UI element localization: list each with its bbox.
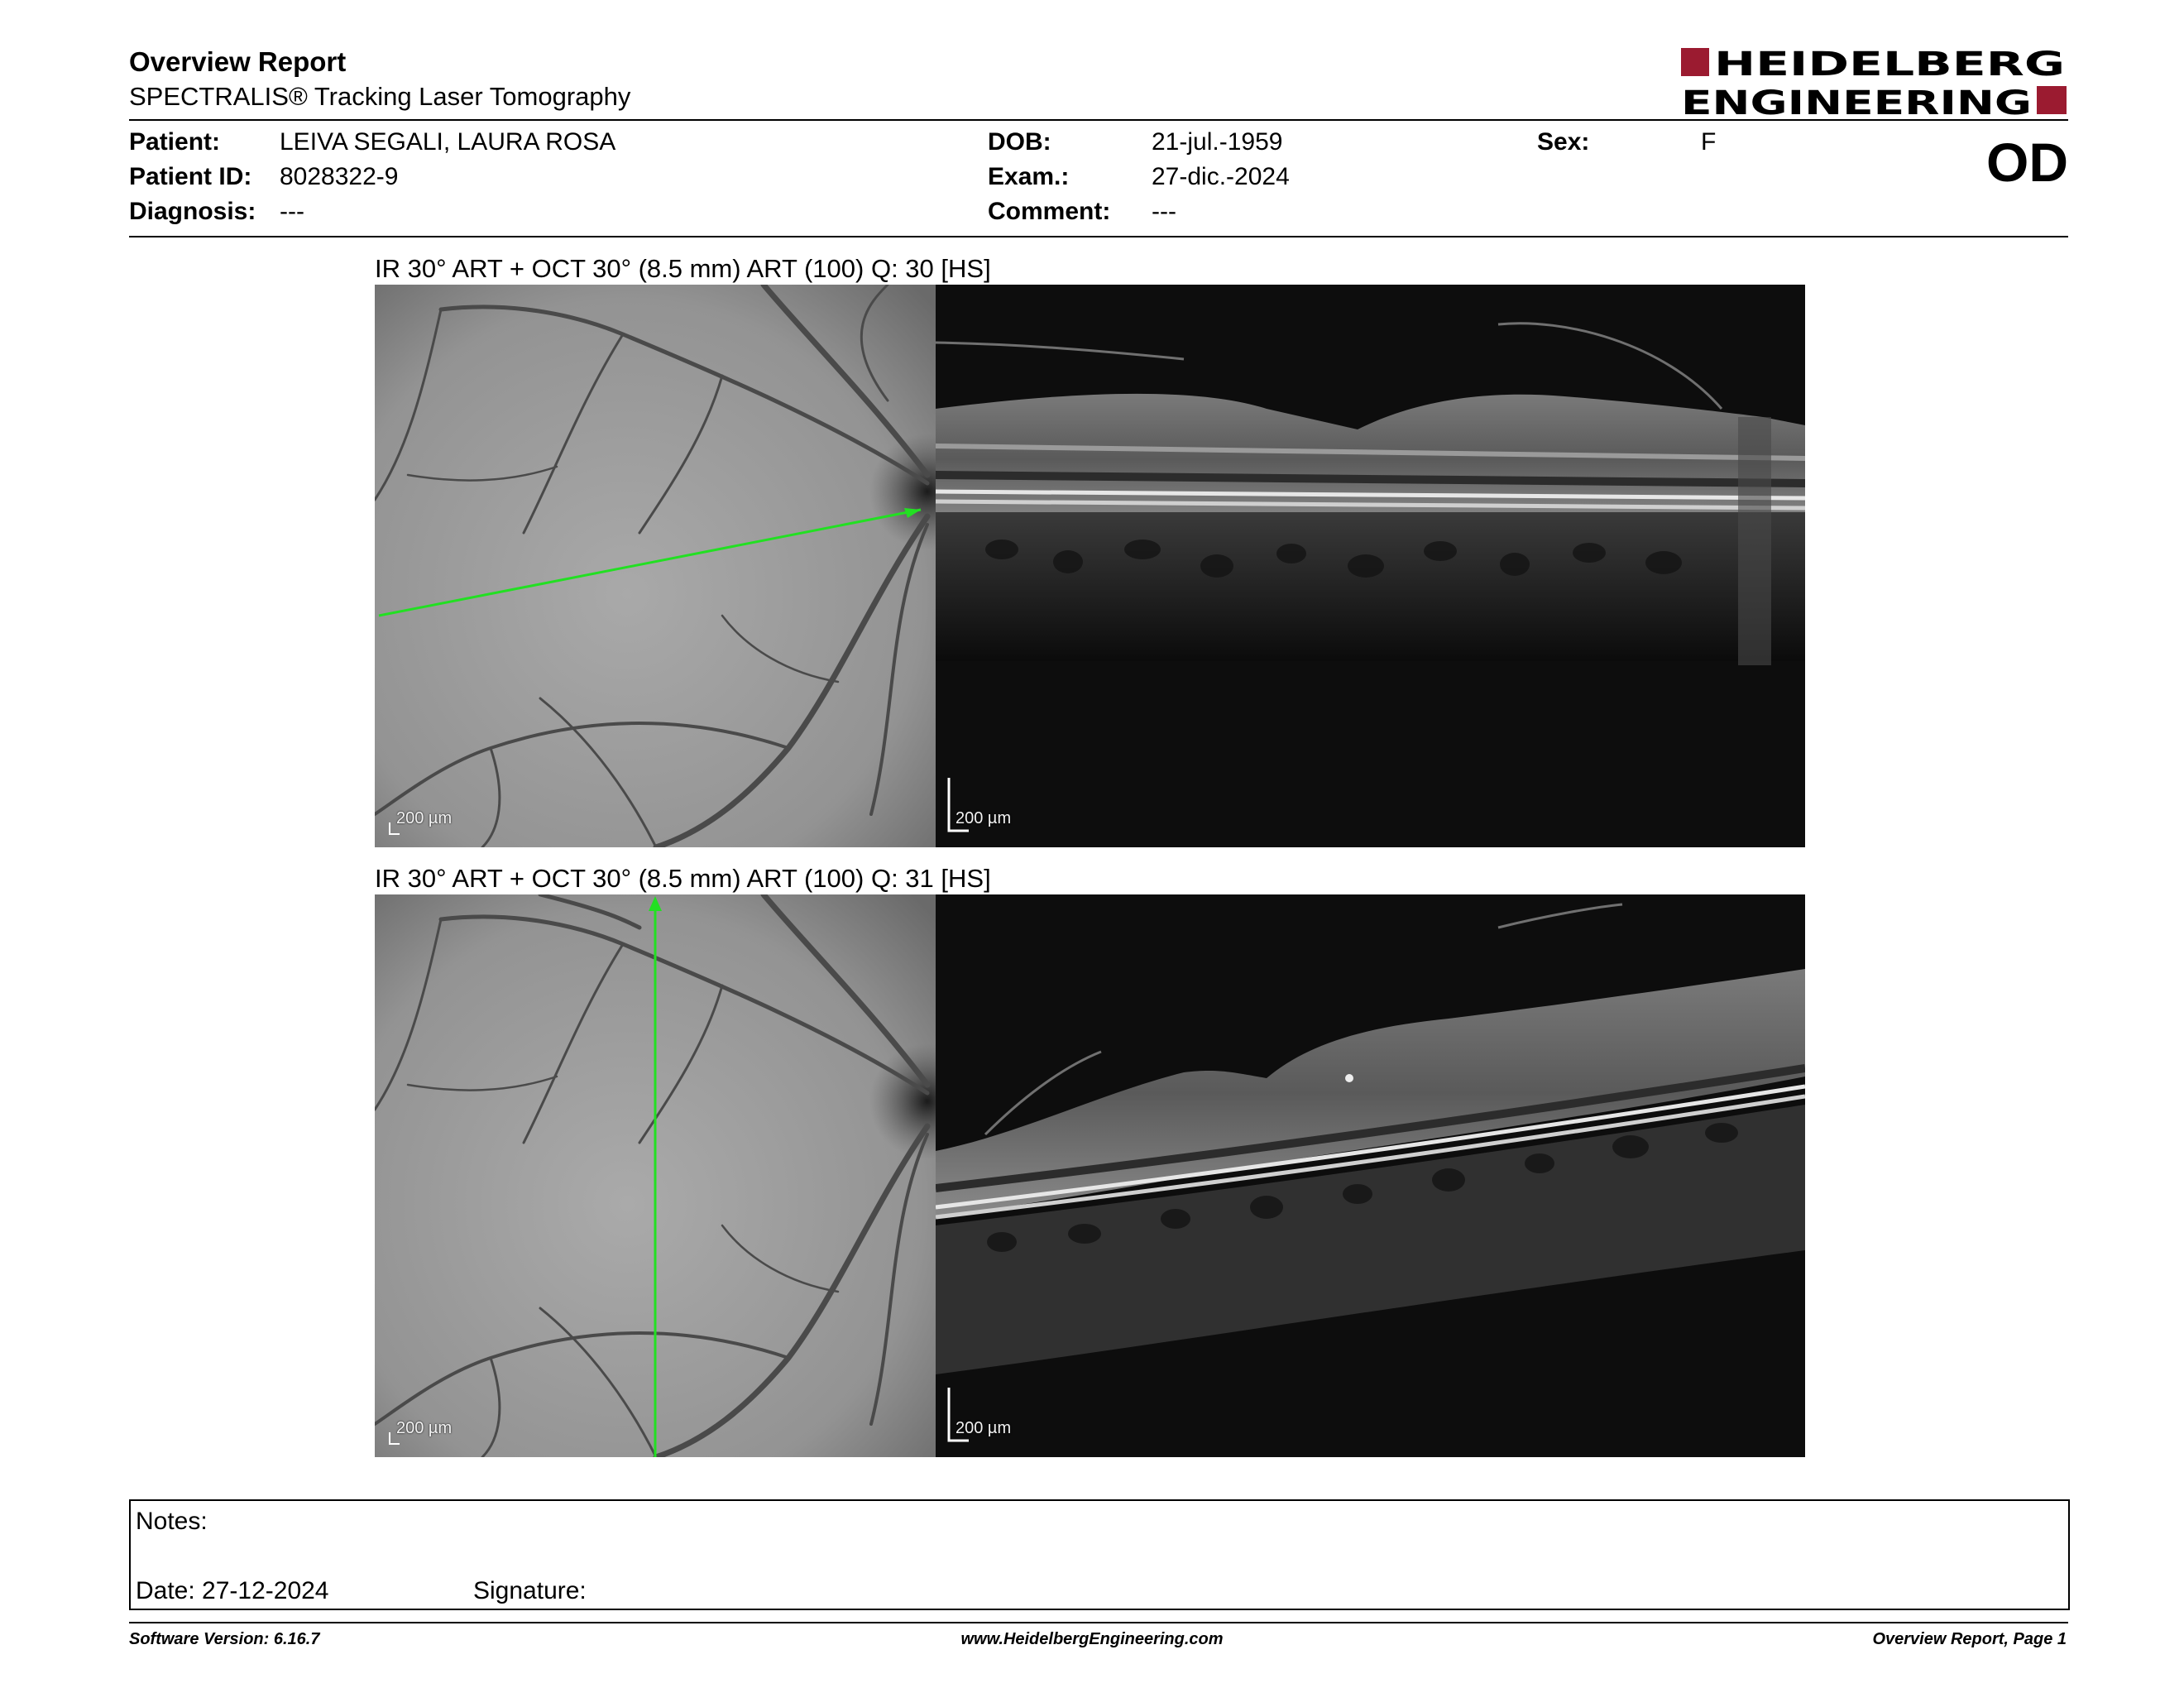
patient-id-value: 8028322-9	[280, 163, 399, 190]
dob-label: DOB:	[988, 128, 1051, 156]
scan-1-ir-fundus-image[interactable]	[375, 285, 936, 847]
scan-1-oct-bscan-image[interactable]	[936, 285, 1805, 847]
footer-divider	[129, 1622, 2068, 1623]
date-label: Date: 27-12-2024	[136, 1577, 329, 1604]
scan-2-title: IR 30° ART + OCT 30° (8.5 mm) ART (100) Q: 31 [HS]	[375, 864, 991, 893]
patient-label: Patient:	[129, 128, 221, 156]
scan-2-ir-scale-label: 200 µm	[396, 1419, 453, 1437]
header-divider	[129, 119, 2068, 121]
report-subtitle: SPECTRALIS® Tracking Laser Tomography	[129, 82, 631, 111]
diagnosis-value: ---	[280, 198, 304, 225]
patient-name: LEIVA SEGALI, LAURA ROSA	[280, 128, 616, 156]
dob-value: 21-jul.-1959	[1152, 128, 1283, 156]
patient-divider	[129, 236, 2068, 237]
patient-id-label: Patient ID:	[129, 163, 252, 190]
comment-label: Comment:	[988, 198, 1111, 225]
scan-2-oct-bscan-image[interactable]	[936, 894, 1805, 1457]
exam-label: Exam.:	[988, 163, 1070, 190]
svg-text:ENGINEERING: ENGINEERING	[1681, 84, 2032, 119]
website-link[interactable]: www.HeidelbergEngineering.com	[960, 1630, 1224, 1648]
sex-label: Sex:	[1537, 128, 1590, 156]
notes-box[interactable]	[129, 1499, 2070, 1610]
sex-value: F	[1701, 128, 1717, 156]
signature-label: Signature:	[473, 1577, 587, 1604]
heidelberg-logo	[1681, 43, 2067, 119]
scan-1-oct-scale-label: 200 µm	[956, 809, 1012, 827]
scan-2-oct-scale-label: 200 µm	[956, 1419, 1012, 1437]
diagnosis-label: Diagnosis:	[129, 198, 256, 225]
eye-indicator: OD	[1986, 132, 2068, 193]
page-number: Overview Report, Page 1	[1872, 1630, 2067, 1648]
svg-text:HEIDELBERG: HEIDELBERG	[1714, 46, 2065, 84]
notes-label: Notes:	[136, 1508, 208, 1535]
exam-value: 27-dic.-2024	[1152, 163, 1290, 190]
report-title: Overview Report	[129, 46, 347, 77]
scan-1-ir-scale-label: 200 µm	[396, 809, 453, 827]
software-version: Software Version: 6.16.7	[129, 1630, 320, 1648]
comment-value: ---	[1152, 198, 1176, 225]
scan-1-title: IR 30° ART + OCT 30° (8.5 mm) ART (100) Q: 30 [HS]	[375, 254, 991, 283]
scan-2-ir-fundus-image[interactable]	[375, 894, 936, 1457]
